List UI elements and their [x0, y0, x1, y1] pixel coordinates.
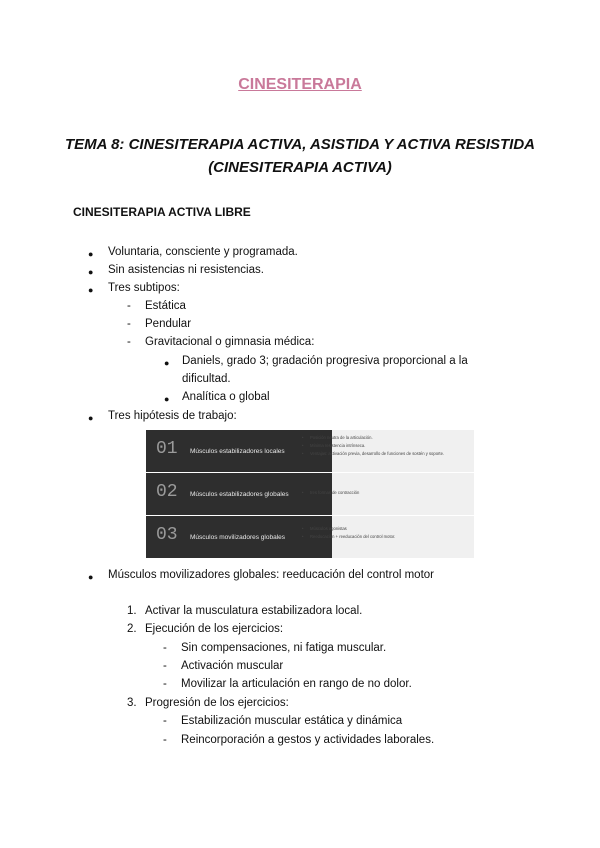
figure-row-item: • Músculos agonistas — [302, 526, 347, 531]
sub-sub-list-item-continuation: dificultad. — [182, 373, 231, 385]
figure-row — [146, 473, 474, 515]
figure-row-label: Músculos movilizadores globales — [190, 533, 286, 541]
figure-row-item: • Mínima resistencia intrínseca. — [302, 443, 366, 448]
figure-row-number: 02 — [156, 482, 178, 502]
figure-row-item: • Reeducación + reeducación del control motor. — [302, 534, 396, 539]
sub-sub-list-item: Daniels, grado 3; gradación progresiva proporcional a la — [182, 355, 468, 367]
figure-row-item: • Posición neutra de la articulación. — [302, 435, 373, 440]
sub-list-item: Gravitacional o gimnasia médica: — [145, 336, 315, 348]
bullet-icon: ● — [164, 394, 170, 404]
step-number: 1. — [127, 605, 137, 617]
figure-row-number: 01 — [156, 439, 178, 459]
list-item: Tres subtipos: — [108, 282, 180, 294]
dash-icon: - — [163, 678, 167, 690]
step-sub-item: Reincorporación a gestos y actividades laborales. — [181, 734, 435, 746]
dash-icon: - — [163, 715, 167, 727]
dash-icon: - — [163, 660, 167, 672]
dash-icon: - — [163, 734, 167, 746]
bullet-icon: ● — [88, 285, 94, 295]
step-sub-item: Sin compensaciones, ni fatiga muscular. — [181, 642, 387, 654]
figure-row-item: • tres formas de contracción — [302, 490, 360, 495]
figure-row-label-panel — [146, 430, 332, 472]
bullet-icon: ● — [88, 413, 94, 423]
figure-row — [146, 516, 474, 558]
sub-list-item: Pendular — [145, 318, 192, 330]
step-sub-item: Estabilización muscular estática y dinámica — [181, 715, 403, 727]
list-item: Voluntaria, consciente y programada. — [108, 246, 298, 258]
list-item: Tres hipótesis de trabajo: — [108, 410, 237, 422]
sub-sub-list-item: Analítica o global — [182, 391, 270, 403]
step-number: 3. — [127, 697, 137, 709]
figure-row-label-panel — [146, 516, 332, 558]
hypotheses-figure — [146, 428, 474, 560]
figure-row — [146, 430, 474, 472]
step-item: Progresión de los ejercicios: — [145, 697, 289, 709]
sub-list-item: Estática — [145, 300, 186, 312]
dash-icon: - — [163, 642, 167, 654]
step-number: 2. — [127, 623, 137, 635]
step-sub-item: Activación muscular — [181, 660, 284, 672]
bullet-icon: ● — [88, 267, 94, 277]
list-item: Sin asistencias ni resistencias. — [108, 264, 264, 276]
dash-icon: - — [127, 336, 131, 348]
bullet-icon: ● — [88, 249, 94, 259]
step-item: Ejecución de los ejercicios: — [145, 623, 284, 635]
page-title: CINESITERAPIA — [238, 76, 362, 93]
step-item: Activar la musculatura estabilizadora local. — [145, 605, 363, 617]
dash-icon: - — [127, 318, 131, 330]
dash-icon: - — [127, 300, 131, 312]
bullet-icon: ● — [164, 358, 170, 368]
document-subtitle: TEMA 8: CINESITERAPIA ACTIVA, ASISTIDA Y ACTIVA RESISTIDA (CINESITERAPIA ACTIVA) — [64, 136, 536, 176]
bullet-icon: ● — [88, 572, 94, 582]
figure-row-item: • Ventajas: activación previa, desarrollo de funciones de sostén y soporte. — [302, 451, 445, 456]
list-item: Músculos movilizadores globales: reeducación del control motor — [108, 569, 434, 581]
step-sub-item: Movilizar la articulación en rango de no dolor. — [181, 678, 412, 690]
figure-row-number: 03 — [156, 525, 178, 545]
figure-row-label: Músculos estabilizadores globales — [190, 490, 289, 498]
section-heading: CINESITERAPIA ACTIVA LIBRE — [73, 205, 251, 219]
figure-row-label-panel — [146, 473, 332, 515]
figure-row-label: Músculos estabilizadores locales — [190, 447, 285, 455]
